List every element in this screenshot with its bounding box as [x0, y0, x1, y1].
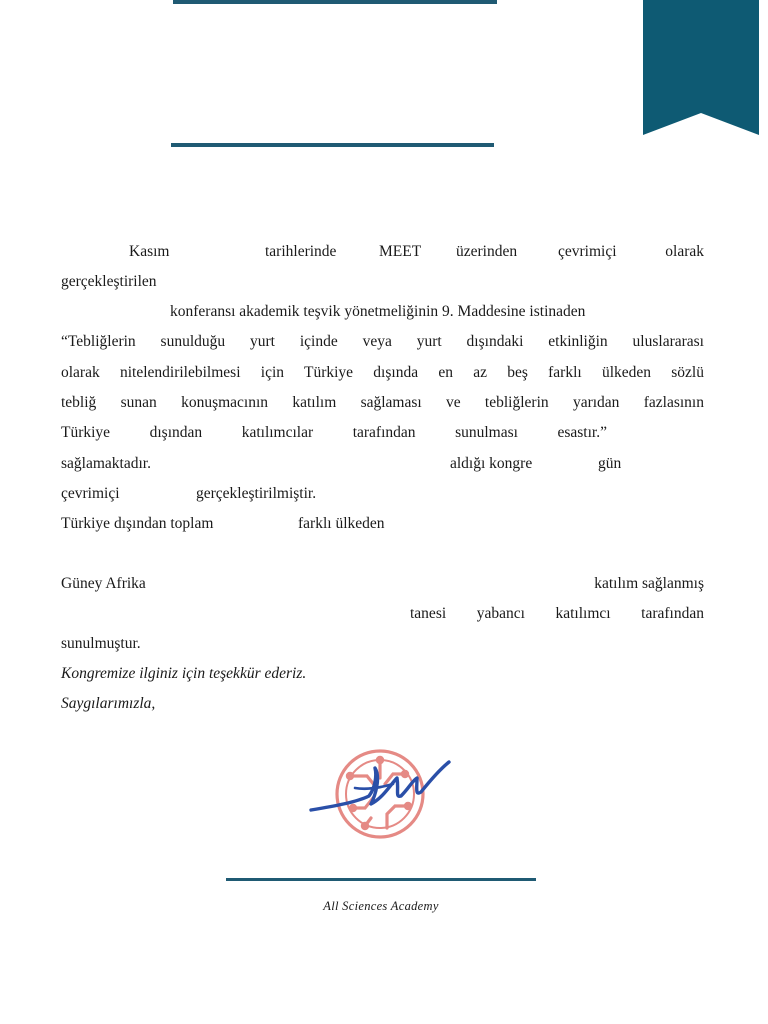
thanks-line: Kongremize ilginiz için teşekkür ederiz. [61, 665, 307, 682]
footer-rule [226, 878, 536, 881]
paragraph-line-3: konferansı akademik teşvik yönetmeliğinin 9. Maddesine istinaden [170, 303, 586, 320]
academy-seal-with-signature [305, 748, 455, 843]
academy-seal-icon [337, 751, 423, 837]
paragraph-line-13: sunulmuştur. [61, 635, 141, 652]
paragraph-line-2: gerçekleştirilen [61, 273, 157, 290]
bookmark-ribbon [643, 0, 759, 135]
paragraph-line-6: tebliğ sunan konuşmacının katılım sağlaması ve tebliğlerin yarıdan fazlasının [61, 394, 704, 411]
footer-organization-name: All Sciences Academy [323, 899, 439, 913]
paragraph-line-7: Türkiye dışından katılımcılar tarafından sunulması esastır.” [61, 424, 607, 441]
header-rule-top [173, 0, 497, 4]
regards-line: Saygılarımızla, [61, 695, 156, 712]
header-rule-bottom [171, 143, 494, 147]
paragraph-line-4: “Tebliğlerin sunulduğu yurt içinde veya yurt dışındaki etkinliğin uluslararası [61, 333, 704, 350]
paragraph-line-12: tanesi yabancı katılımcı tarafından [410, 605, 704, 622]
paragraph-line-5: olarak nitelendirilebilmesi için Türkiye dışında en az beş farklı ülkeden sözlü [61, 364, 704, 381]
